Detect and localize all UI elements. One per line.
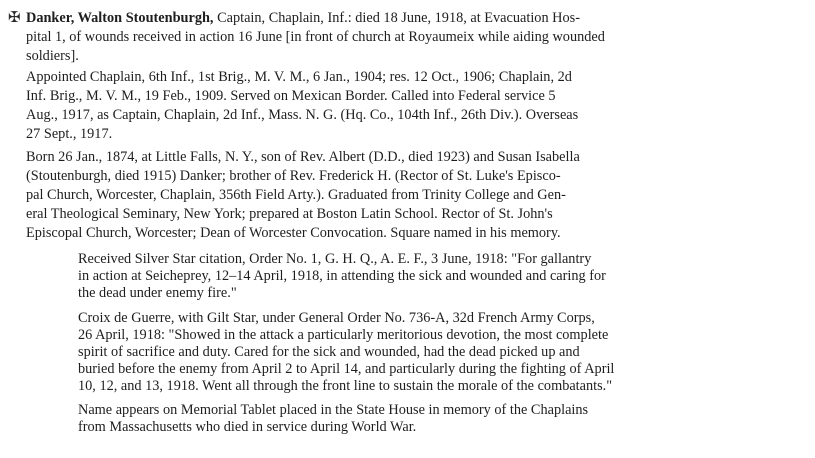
entry-header-line-2: pital 1, of wounds received in action 16 June [in front of church at Royaumeix while aiding wounded	[26, 29, 605, 45]
croix-de-guerre-line-2: 26 April, 1918: "Showed in the attack a particularly meritorious devotion, the most complete	[78, 327, 609, 343]
appointment-line-4: 27 Sept., 1917.	[26, 126, 113, 142]
appointment-line-3: Aug., 1917, as Captain, Chaplain, 2d Inf., Mass. N. G. (Hq. Co., 104th Inf., 26th Div.). Overseas	[26, 107, 579, 123]
croix-de-guerre-line-5: 10, 12, and 13, 1918. Went all through the front line to sustain the morale of the combatants."	[78, 378, 613, 394]
croix-de-guerre-line-1: Croix de Guerre, with Gilt Star, under General Order No. 736-A, 32d French Army Corps,	[78, 310, 595, 326]
memorial-line-1: Name appears on Memorial Tablet placed in the State House in memory of the Chaplains	[78, 402, 589, 418]
entry-header-line-3: soldiers].	[26, 48, 79, 64]
memorial-line-2: from Massachusetts who died in service during World War.	[78, 419, 417, 435]
croix-de-guerre-line-4: buried before the enemy from April 2 to April 14, and particularly during the fighting of April	[78, 361, 615, 377]
cross-symbol-icon: ✠	[8, 10, 21, 26]
entry-header-rest: Captain, Chaplain, Inf.: died 18 June, 1918, at Evacuation Hos-	[213, 10, 580, 26]
biography-line-5: Episcopal Church, Worcester; Dean of Worcester Convocation. Square named in his memory.	[26, 225, 561, 241]
biography-line-4: eral Theological Seminary, New York; prepared at Boston Latin School. Rector of St. John's	[26, 206, 553, 222]
silver-star-line-3: the dead under enemy fire."	[78, 285, 237, 301]
biography-line-3: pal Church, Worcester, Chaplain, 356th Field Arty.). Graduated from Trinity College and Gen-	[26, 187, 566, 203]
biography-line-2: (Stoutenburgh, died 1915) Danker; brother of Rev. Frederick H. (Rector of St. Luke's Episco-	[26, 168, 561, 184]
biography-line-1: Born 26 Jan., 1874, at Little Falls, N. Y., son of Rev. Albert (D.D., died 1923) and Susan Isabella	[26, 149, 580, 165]
croix-de-guerre-line-3: spirit of sacrifice and duty. Cared for the sick and wounded, had the dead picked up and	[78, 344, 580, 360]
appointment-line-2: Inf. Brig., M. V. M., 19 Feb., 1909. Served on Mexican Border. Called into Federal service 5	[26, 88, 556, 104]
appointment-line-1: Appointed Chaplain, 6th Inf., 1st Brig., M. V. M., 6 Jan., 1904; res. 12 Oct., 1906; Chaplain, 2d	[26, 69, 572, 85]
entry-name: Danker, Walton Stoutenburgh,	[26, 10, 214, 26]
silver-star-line-2: in action at Seicheprey, 12–14 April, 1918, in attending the sick and wounded and caring for	[78, 268, 606, 284]
entry-header-line-1	[26, 9, 580, 27]
silver-star-line-1: Received Silver Star citation, Order No. 1, G. H. Q., A. E. F., 3 June, 1918: "For gallantry	[78, 251, 592, 267]
